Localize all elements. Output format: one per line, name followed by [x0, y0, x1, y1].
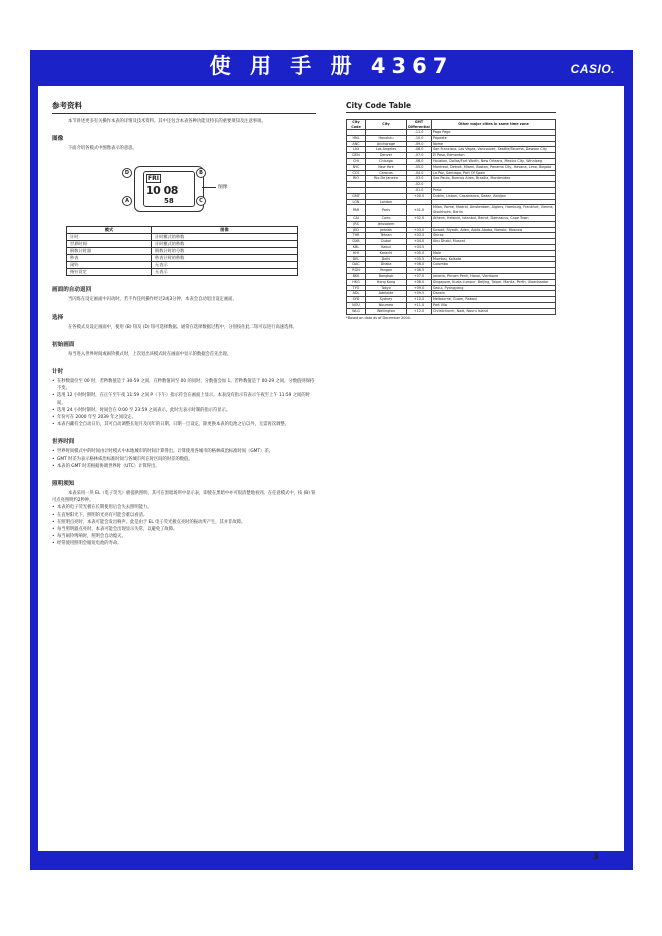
page-number: 3: [593, 852, 599, 861]
bullet-list: [52, 448, 316, 470]
bullet-item: • 本表的电子荧光板在长期使用后会失去照明能力。: [52, 504, 316, 511]
bullet-item: • 在直射阳光下，照明的光亮有可能会难以看清。: [52, 512, 316, 519]
city-table-row: [347, 164, 556, 170]
city-cell: Rio De Janeiro: [366, 176, 407, 182]
mode-cell: 倒数计时器: [67, 248, 152, 255]
mode-cell: 闹铃: [67, 262, 152, 269]
gmt-cell: -05.0: [407, 164, 432, 170]
city-table-row: [347, 205, 556, 216]
city-cell: Bangkok: [366, 273, 407, 279]
other-cities-cell: Melbourne, Guam, Rabaul: [432, 297, 556, 303]
city-cell: Kabul: [366, 244, 407, 250]
city-cell: Jerusalem: [366, 221, 407, 227]
other-cities-cell: Pago Pago: [432, 130, 556, 136]
other-cities-cell: Singapore, Kuala Lumpur, Beijing, Taipei, Manila, Perth, Ulaanbaatar: [432, 279, 556, 285]
page-content: [38, 86, 624, 861]
city-cell: Cairo: [366, 215, 407, 221]
section-heading: 选择: [52, 314, 64, 321]
gmt-cell: +05.5: [407, 256, 432, 262]
other-cities-cell: Kuwait, Riyadh, Aden, Addis Ababa, Nairobi, Moscow: [432, 227, 556, 233]
gmt-cell: +06.0: [407, 262, 432, 268]
bullet-item: • 每当照明器点亮时，本表可能会出现显示失常，以避免了故障。: [52, 526, 316, 533]
bullet-item: • 本表内藏有全自动日历，其可自动调整长短月及闰年的日期。日期一旦设定，除更换本表的电池之后以外，无需再次调整。: [52, 421, 316, 428]
bullet-item: • GMT 时差为表示格林威治标准时间与各城市所在时区间的时差的数值。: [52, 456, 316, 463]
city-cell: New York: [366, 164, 407, 170]
gmt-cell: +01.0: [407, 205, 432, 216]
other-cities-cell: Sao Paulo, Buenos Aires, Brasilia, Montevideo: [432, 176, 556, 182]
section-heading: 计时: [52, 369, 64, 376]
city-code-column: [346, 101, 556, 320]
other-cities-header: Other major cities in same time zone: [432, 120, 556, 130]
other-cities-cell: Male: [432, 250, 556, 256]
bullet-item: • 世界时间模式中的时间由计时模式中本地城市的时间计算得出。计算使用各城市的格林威治标准时间（GMT）差。: [52, 448, 316, 455]
city-cell: Anchorage: [366, 141, 407, 147]
city-code-header: City Code: [347, 120, 366, 130]
city-code-cell: HNL: [347, 135, 366, 141]
icon-cell: 无表示: [152, 262, 298, 269]
gmt-cell: -02.0: [407, 182, 432, 188]
mode-cell: 秒表: [67, 255, 152, 262]
city-code-cell: CHI: [347, 158, 366, 164]
gmt-cell: +06.5: [407, 268, 432, 274]
city-cell: Los Angeles: [366, 147, 407, 153]
reference-intro: 本节讲述更多有关操作本表的详情及技术资料。其中还包含本表各种功能及特长的重要须知及注意事项。: [68, 119, 266, 124]
city-code-cell: DEN: [347, 153, 366, 159]
icon-cell: 无表示: [152, 269, 298, 276]
city-cell: Karachi: [366, 250, 407, 256]
other-cities-cell: San Francisco, Las Vegas, Vancouver, Seattle/Tacoma, Dawson City: [432, 147, 556, 153]
city-code-cell: RIO: [347, 176, 366, 182]
watch-diagram: [112, 160, 242, 218]
pointer-label: 图像: [218, 185, 228, 191]
reference-column: [52, 100, 316, 548]
gmt-cell: +09.5: [407, 291, 432, 297]
city-code-cell: WLG: [347, 308, 366, 314]
gmt-cell: +10.0: [407, 297, 432, 303]
brand-logo: CASIO.: [570, 62, 615, 76]
gmt-cell: -08.0: [407, 147, 432, 153]
city-code-cell: TYO: [347, 285, 366, 291]
city-code-cell: SYD: [347, 297, 366, 303]
gmt-cell: +04.0: [407, 239, 432, 245]
other-cities-cell: El Paso, Edmonton: [432, 153, 556, 159]
city-code-cell: JED: [347, 227, 366, 233]
bullet-item: • 选用 12 小时时制时，在正午至午夜 11:59 之间 P（下午）指示符会在画面上显示。本表没有指示符表示午夜至上午 11:59 之间的时间。: [52, 392, 316, 406]
gmt-cell: -10.0: [407, 135, 432, 141]
icons-heading: 图像: [52, 136, 64, 143]
section-paragraph: 当闪烁在设定画面中闪动时，若不作任何操作经过2或3分钟，本表会自动退出设定画面。: [68, 297, 237, 303]
mode-table-row: [67, 269, 298, 276]
city-code-cell: JRS: [347, 221, 366, 227]
section-paragraph: 在各模式及设定画面中，使用 (B) 钮及 (D) 钮可选择数据。通常在选择数据过程中，分别按住此二钮可以进行高速选择。: [68, 324, 297, 330]
bullet-list: [52, 504, 316, 547]
other-cities-cell: Nome: [432, 141, 556, 147]
gmt-cell: -03.0: [407, 176, 432, 182]
reference-title: 参考资料: [52, 100, 316, 114]
city-code-cell: RGN: [347, 268, 366, 274]
city-cell: Dubai: [366, 239, 407, 245]
bullet-item: • 在照明点亮时，本表可能会发出响声。此是由于 EL 电子荧光板点亮时的振动所产生，其并非故障。: [52, 519, 316, 526]
mode-table-row: [67, 262, 298, 269]
city-code-cell: BKK: [347, 273, 366, 279]
city-header: City: [366, 120, 407, 130]
bullet-list: [52, 378, 316, 428]
other-cities-cell: Milan, Rome, Madrid, Amsterdam, Algiers, Hamburg, Frankfurt, Vienna, Stockholm, Berlin: [433, 205, 554, 215]
section-heading: 画面的自动返回: [52, 287, 92, 294]
city-cell: Hong Kong: [366, 279, 407, 285]
mode-table-row: [67, 234, 298, 241]
other-cities-cell: La Paz, Santiago, Port Of Spain: [432, 170, 556, 176]
bullet-item: • 本表的 GMT 时差根据协调世界时（UTC）计算得出。: [52, 463, 316, 470]
watch-display: [143, 171, 195, 207]
watch-button-d: D: [122, 168, 132, 178]
gmt-cell: +02.0: [407, 215, 432, 221]
gmt-cell: +12.0: [407, 308, 432, 314]
gmt-cell: +11.0: [407, 302, 432, 308]
city-code-cell: KBL: [347, 244, 366, 250]
city-cell: Tokyo: [366, 285, 407, 291]
city-cell: Tehran: [366, 233, 407, 239]
gmt-cell: +03.5: [407, 233, 432, 239]
gmt-cell: -01.0: [407, 187, 432, 193]
other-cities-cell: Houston, Dallas/Fort Worth, New Orleans, Mexico City, Winnipeg: [432, 158, 556, 164]
icon-cell: 计时模式的秒数: [152, 234, 298, 241]
other-cities-cell: Seoul, Pyongyang: [432, 285, 556, 291]
table-footnote: *Based on data as of December 2004.: [346, 315, 411, 320]
section-heading: 初始画面: [52, 341, 75, 348]
city-cell: Noumea: [366, 302, 407, 308]
city-cell: London: [366, 199, 407, 205]
city-table-row: [347, 147, 556, 153]
city-cell: Adelaide: [366, 291, 407, 297]
icon-cell: 计时模式的秒数: [152, 241, 298, 248]
city-table-row: [347, 279, 556, 285]
city-code-cell: NOU: [347, 302, 366, 308]
gmt-cell: +03.0: [407, 227, 432, 233]
city-cell: Jeddah: [366, 227, 407, 233]
other-cities-cell: Christchurch, Nadi, Nauru Island: [432, 308, 556, 314]
city-cell: Denver: [366, 153, 407, 159]
pointer-line: [202, 187, 216, 188]
gmt-cell: +04.5: [407, 244, 432, 250]
gmt-cell: -09.0: [407, 141, 432, 147]
city-cell: Honolulu: [366, 135, 407, 141]
bullet-item: • 在秒数量位至 00 时，若秒数值是于 30-59 之间，在秒数值回至 00 的同时，分数值会加 1。若秒数值是于 00-29 之间，分数值则保持不变。: [52, 378, 316, 392]
watch-button-c: C: [196, 196, 206, 206]
city-code-cell: DEL: [347, 256, 366, 262]
icon-column-header: 图像: [152, 227, 298, 234]
watch-button-a: A: [122, 196, 132, 206]
gmt-cell: +07.0: [407, 273, 432, 279]
city-code-cell: NYC: [347, 164, 366, 170]
city-cell: Delhi: [366, 256, 407, 262]
section-paragraph: 每当进入世界时间或闹铃模式时，上次退出该模式时在画面中显示的数据会首先出现。: [68, 351, 232, 357]
gmt-header: GMT Differential: [408, 120, 430, 129]
section-heading: 照明须知: [52, 481, 75, 488]
other-cities-cell: Port Vila: [432, 302, 556, 308]
other-cities-cell: Jakarta, Phnom Penh, Hanoi, Vientiane: [432, 273, 556, 279]
display-day: FRI: [148, 175, 159, 183]
section-heading: 世界时间: [52, 439, 75, 446]
bullet-item: • 选用 24 小时时制时，时间会在 0:00 至 23:59 之间表示，此时无表示时制的指示符显示。: [52, 407, 316, 414]
other-cities-cell: Athens, Helsinki, Istanbul, Beirut, Damascus, Cape Town: [432, 215, 556, 221]
other-cities-cell: Dublin, Lisbon, Casablanca, Dakar, Abidjan: [432, 193, 556, 199]
city-cell: Paris: [366, 205, 407, 216]
gmt-cell: +05.0: [407, 250, 432, 256]
other-cities-cell: Praia: [432, 187, 556, 193]
mode-column-header: 模式: [67, 227, 152, 234]
gmt-cell: -07.0: [407, 153, 432, 159]
mode-table-row: [67, 255, 298, 262]
city-code-table: [346, 119, 556, 315]
city-cell: Caracas: [366, 170, 407, 176]
city-cell: Dhaka: [366, 262, 407, 268]
watch-button-b: B: [196, 168, 206, 178]
gmt-cell: +09.0: [407, 285, 432, 291]
other-cities-cell: Montreal, Detroit, Miami, Boston, Panama City, Havana, Lima, Bogota: [432, 164, 556, 170]
mode-table-row: [67, 241, 298, 248]
city-code-cell: THR: [347, 233, 366, 239]
bullet-item: • 年份可在 2000 年至 2039 年之间设定。: [52, 414, 316, 421]
city-code-cell: KHI: [347, 250, 366, 256]
other-cities-cell: Abu Dhabi, Muscat: [432, 239, 556, 245]
city-code-cell: GMT: [347, 193, 366, 199]
city-table-title: City Code Table: [346, 101, 556, 113]
city-code-cell: HKG: [347, 279, 366, 285]
mode-icon-table: [66, 226, 298, 276]
city-code-cell: DAC: [347, 262, 366, 268]
display-seconds: 58: [164, 197, 174, 206]
city-cell: Yangon: [366, 268, 407, 274]
gmt-cell: -11.0: [407, 130, 432, 136]
watch-illustration: [134, 166, 204, 212]
icon-cell: 倒数计时的分数: [152, 248, 298, 255]
city-code-cell: CCS: [347, 170, 366, 176]
display-time: 10 08: [146, 184, 178, 198]
city-code-cell: LAX: [347, 147, 366, 153]
city-cell: Chicago: [366, 158, 407, 164]
other-cities-cell: Shiraz: [432, 233, 556, 239]
bullet-item: • 经常使用照明会缩短电池的寿命。: [52, 540, 316, 547]
city-code-cell: PAR: [347, 205, 366, 216]
other-cities-cell: Mumbai, Kolkata: [432, 256, 556, 262]
gmt-cell: -06.0: [407, 158, 432, 164]
gmt-cell: -04.0: [407, 170, 432, 176]
mode-cell: 计时: [67, 234, 152, 241]
city-cell: Wellington: [366, 308, 407, 314]
city-code-cell: LON: [347, 199, 366, 205]
icons-text: 下面介绍各模式中图像表示的意思。: [68, 146, 137, 152]
bullet-item: • 每当闹铃鸣响时，照明会自动熄灭。: [52, 533, 316, 540]
city-code-cell: DXB: [347, 239, 366, 245]
other-cities-cell: Darwin: [432, 291, 556, 297]
mode-cell: 指针设定: [67, 269, 152, 276]
mode-cell: 世界时间: [67, 241, 152, 248]
city-cell: Sydney: [366, 297, 407, 303]
other-cities-cell: Colombo: [432, 262, 556, 268]
gmt-cell: +08.0: [407, 279, 432, 285]
city-code-cell: CAI: [347, 215, 366, 221]
page-title: 使 用 手 册 4367: [209, 54, 454, 78]
gmt-cell: +00.0: [407, 193, 432, 199]
section-paragraph: 本表采用一块 EL（电子荧光）板提供照明，其可在黑暗场所中显示表，即使在黑暗中亦可很清楚地看到。在任意模式中，按 (B) 钮可点亮照明约2秒钟。: [52, 491, 316, 504]
city-code-cell: ADL: [347, 291, 366, 297]
mode-table-row: [67, 248, 298, 255]
city-code-cell: ANC: [347, 141, 366, 147]
other-cities-cell: Papeete: [432, 135, 556, 141]
icon-cell: 秒表计时的秒数: [152, 255, 298, 262]
city-table-row: [347, 308, 556, 314]
